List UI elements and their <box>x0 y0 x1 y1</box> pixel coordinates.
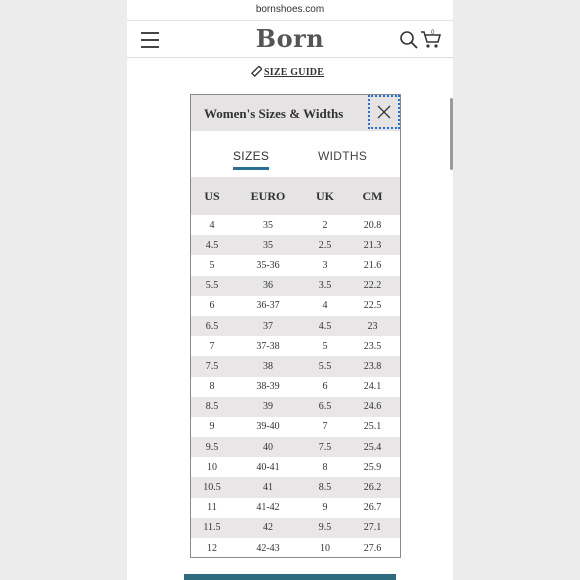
column-header-us: US <box>204 188 220 203</box>
cell-uk: 4.5 <box>318 320 332 332</box>
tab-bar <box>191 131 400 177</box>
cell-uk: 8 <box>322 461 328 473</box>
cell-uk: 9 <box>322 502 328 514</box>
table-row <box>191 235 400 255</box>
cell-cm: 23 <box>367 320 378 332</box>
column-header-euro: EURO <box>250 188 286 203</box>
table-row <box>191 377 400 397</box>
search-icon[interactable] <box>399 30 419 55</box>
column-header-cm: CM <box>362 188 383 203</box>
tab-widths[interactable]: WIDTHS <box>318 149 368 163</box>
table-row <box>191 538 400 558</box>
cell-cm: 20.8 <box>363 219 382 231</box>
cell-us: 10 <box>207 461 217 473</box>
cell-uk: 2 <box>322 219 328 231</box>
cell-uk: 8.5 <box>318 482 332 494</box>
cell-uk: 5.5 <box>318 360 332 372</box>
cart-icon[interactable] <box>420 28 442 55</box>
cell-us: 6 <box>209 300 215 312</box>
cell-uk: 6 <box>322 381 328 393</box>
modal-title: Women's Sizes & Widths <box>204 106 344 121</box>
table-row <box>191 457 400 477</box>
cell-us: 4 <box>209 219 215 231</box>
cell-euro: 36-37 <box>256 300 280 312</box>
cell-us: 11.5 <box>203 522 221 534</box>
cell-euro: 38-39 <box>256 381 280 393</box>
site-header <box>127 21 453 58</box>
table-row <box>191 215 400 235</box>
cell-euro: 39-40 <box>256 421 280 433</box>
cell-uk: 2.5 <box>318 239 332 251</box>
cell-cm: 22.2 <box>363 280 382 292</box>
cell-us: 7 <box>209 340 215 352</box>
cell-euro: 37-38 <box>256 340 280 352</box>
cell-cm: 24.6 <box>363 401 382 413</box>
svg-text:0: 0 <box>431 30 435 36</box>
cell-euro: 38 <box>263 360 273 372</box>
table-row <box>191 417 400 437</box>
cell-cm: 26.7 <box>363 502 382 514</box>
table-row <box>191 356 400 376</box>
cell-cm: 25.4 <box>363 441 382 453</box>
cell-cm: 21.6 <box>363 259 382 271</box>
table-row <box>191 336 400 356</box>
cell-euro: 40-41 <box>256 461 280 473</box>
cell-cm: 25.9 <box>363 461 382 473</box>
brand-logo[interactable]: Born <box>255 24 325 53</box>
modal-header <box>191 95 400 131</box>
cell-euro: 41-42 <box>256 502 280 514</box>
size-guide-label: SIZE GUIDE <box>264 67 325 78</box>
cell-uk: 3.5 <box>318 280 332 292</box>
cell-uk: 7.5 <box>318 441 332 453</box>
cell-us: 10.5 <box>203 482 221 494</box>
tab-sizes[interactable]: SIZES <box>233 149 269 170</box>
cell-us: 9.5 <box>205 441 219 453</box>
cell-cm: 21.3 <box>363 239 382 251</box>
cell-uk: 7 <box>322 421 328 433</box>
table-header <box>191 177 400 215</box>
add-to-bag-button[interactable] <box>184 574 396 580</box>
cell-us: 8.5 <box>205 401 219 413</box>
url-text: bornshoes.com <box>255 4 325 15</box>
cell-uk: 4 <box>322 300 328 312</box>
cell-us: 5.5 <box>205 280 219 292</box>
cell-euro: 35-36 <box>256 259 280 271</box>
cell-cm: 23.8 <box>363 360 382 372</box>
cell-euro: 41 <box>263 482 273 494</box>
table-row <box>191 276 400 296</box>
cell-cm: 25.1 <box>363 421 382 433</box>
ruler-icon <box>251 66 262 77</box>
column-header-uk: UK <box>316 188 334 203</box>
cell-cm: 26.2 <box>363 482 382 494</box>
table-row <box>191 437 400 457</box>
cell-euro: 42 <box>263 522 273 534</box>
cell-uk: 3 <box>322 259 328 271</box>
close-icon <box>377 105 391 119</box>
cell-cm: 27.1 <box>363 522 382 534</box>
table-row <box>191 477 400 497</box>
table-row <box>191 518 400 538</box>
cell-us: 7.5 <box>205 360 219 372</box>
cell-us: 8 <box>209 381 215 393</box>
cell-us: 5 <box>209 259 215 271</box>
size-chart-modal <box>190 94 401 558</box>
cell-cm: 24.1 <box>363 381 382 393</box>
cell-uk: 10 <box>320 542 330 554</box>
table-row <box>191 498 400 518</box>
cell-euro: 35 <box>263 239 273 251</box>
cell-euro: 35 <box>263 219 273 231</box>
cell-euro: 40 <box>263 441 273 453</box>
scrollbar[interactable] <box>450 98 453 170</box>
cell-euro: 37 <box>263 320 273 332</box>
cell-cm: 22.5 <box>363 300 382 312</box>
cell-euro: 36 <box>263 280 273 292</box>
cell-uk: 9.5 <box>318 522 332 534</box>
close-button[interactable] <box>368 95 400 129</box>
cell-euro: 39 <box>263 401 273 413</box>
size-table-body <box>191 215 400 558</box>
cell-us: 11 <box>207 502 217 514</box>
cell-cm: 27.6 <box>363 542 382 554</box>
cell-cm: 23.5 <box>363 340 382 352</box>
table-row <box>191 296 400 316</box>
cell-uk: 6.5 <box>318 401 332 413</box>
cell-us: 6.5 <box>205 320 219 332</box>
table-row <box>191 316 400 336</box>
cell-us: 12 <box>207 542 217 554</box>
address-bar[interactable] <box>127 0 453 21</box>
table-row <box>191 255 400 275</box>
cell-us: 9 <box>209 421 215 433</box>
cell-uk: 5 <box>322 340 328 352</box>
size-guide-link[interactable] <box>251 66 324 78</box>
cell-euro: 42-43 <box>256 542 280 554</box>
table-row <box>191 397 400 417</box>
cell-us: 4.5 <box>205 239 219 251</box>
